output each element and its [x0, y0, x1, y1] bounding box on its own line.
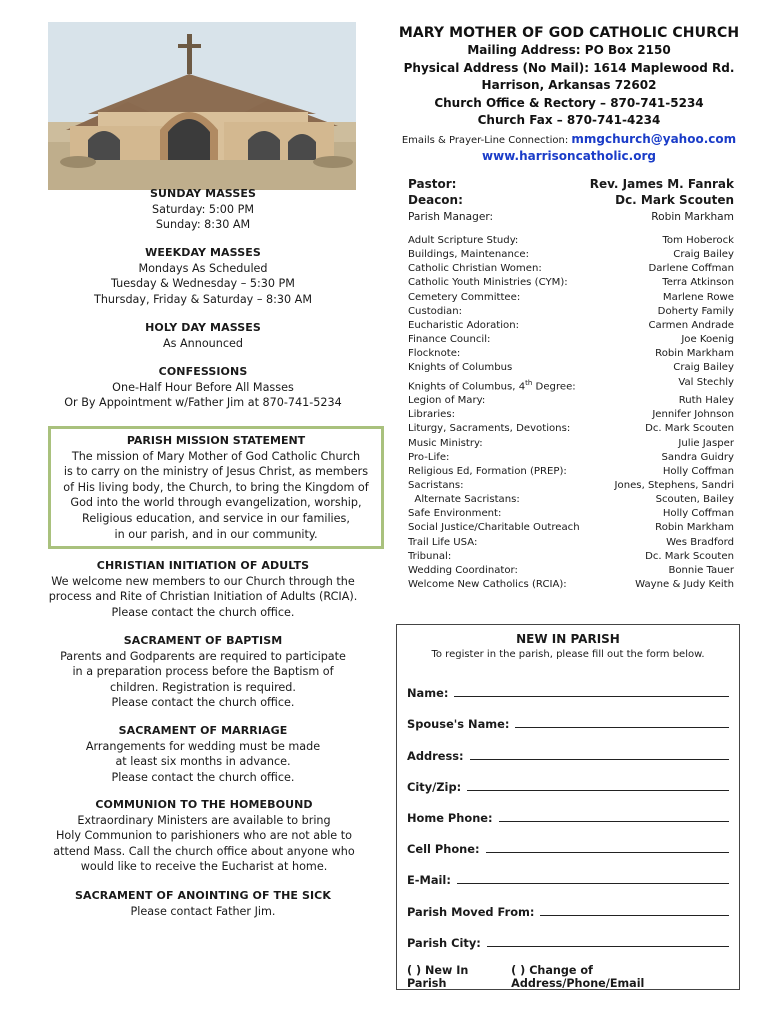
- ministry-contact: Craig Bailey: [673, 362, 734, 374]
- ministry-contact: Robin Markham: [655, 522, 734, 534]
- blank-line[interactable]: [515, 727, 729, 728]
- ministry-role: Cemetery Committee:: [408, 291, 521, 303]
- mission-statement-box: [48, 426, 384, 549]
- emails-label: Emails & Prayer-Line Connection:: [401, 134, 572, 146]
- ministry-contact: Dc. Mark Scouten: [645, 550, 734, 562]
- city-state-zip: Harrison, Arkansas 72602: [481, 78, 657, 93]
- ministry-contact: Tom Hoberock: [662, 235, 734, 246]
- confessions: [48, 364, 358, 411]
- homebound-line: attend Mass. Call the church office about anyone who: [53, 844, 355, 858]
- ministry-contact: Julie Jasper: [678, 437, 734, 449]
- marriage-section: [48, 723, 358, 785]
- field-label: Spouse's Name:: [407, 717, 510, 732]
- blank-line[interactable]: [457, 883, 729, 884]
- website-link[interactable]: www.harrisoncatholic.org: [482, 148, 656, 163]
- baptism-section: [48, 633, 358, 711]
- baptism-line: Please contact the church office.: [111, 696, 295, 710]
- church-photo: [48, 22, 356, 190]
- deacon-row: [408, 192, 734, 208]
- homebound-title: COMMUNION TO THE HOMEBOUND: [95, 798, 313, 811]
- weekday-masses-line: Mondays As Scheduled: [138, 261, 268, 275]
- ministry-contact: Jennifer Johnson: [652, 409, 734, 421]
- ministry-role: Eucharistic Adoration:: [408, 319, 520, 331]
- blank-line[interactable]: [467, 790, 729, 791]
- field-label: Name:: [407, 686, 449, 701]
- new-in-parish-form: [396, 624, 740, 990]
- ministry-row: [408, 305, 734, 319]
- blank-line[interactable]: [499, 821, 729, 822]
- mission-line: of His living body, the Church, to bring the Kingdom of: [63, 480, 369, 494]
- ministry-contact: Wayne & Judy Keith: [635, 579, 734, 591]
- ministry-row: [408, 493, 734, 507]
- fax-number: Church Fax – 870-741-4234: [477, 113, 661, 128]
- parish-city-field[interactable]: [407, 919, 729, 950]
- field-label: E-Mail:: [407, 873, 451, 888]
- ministry-row: [408, 578, 734, 592]
- anointing-section: [48, 888, 358, 919]
- blank-line[interactable]: [454, 696, 729, 697]
- clergy-list: [408, 176, 734, 225]
- ministry-row: [408, 521, 734, 535]
- ministry-contact: Bonnie Tauer: [668, 564, 734, 576]
- baptism-title: SACRAMENT OF BAPTISM: [123, 634, 283, 647]
- ministry-contact: Darlene Coffman: [648, 263, 734, 275]
- change-of-address-checkbox[interactable]: ( ) Change of Address/Phone/Email: [511, 963, 645, 990]
- baptism-line: in a preparation process before the Baptism of: [72, 665, 334, 679]
- sunday-masses-title: SUNDAY MASSES: [150, 187, 256, 200]
- ministry-list: [408, 234, 734, 592]
- confessions-title: CONFESSIONS: [158, 365, 248, 378]
- homebound-line: Extraordinary Ministers are available to bring: [77, 813, 331, 827]
- ministry-role: Custodian:: [408, 305, 463, 317]
- sunday-masses-line: Saturday: 5:00 PM: [151, 202, 254, 216]
- mission-line: The mission of Mary Mother of God Catholic Church: [71, 449, 361, 463]
- ministry-contact: Dc. Mark Scouten: [645, 423, 734, 435]
- ministry-role-text: Degree:: [532, 380, 576, 392]
- ministry-row: [408, 291, 734, 305]
- ministry-role: Flocknote:: [408, 348, 461, 360]
- contact-line: [388, 131, 750, 149]
- ministry-contact: Robin Markham: [655, 348, 734, 360]
- ministry-row: [408, 248, 734, 262]
- ministry-role: Catholic Youth Ministries (CYM):: [408, 277, 568, 289]
- ministry-role: Libraries:: [408, 409, 455, 421]
- ministry-contact: Marlene Rowe: [662, 291, 734, 303]
- homebound-section: [46, 797, 362, 875]
- marriage-line: Arrangements for wedding must be made: [85, 739, 321, 753]
- ministry-contact: Scouten, Bailey: [655, 494, 734, 506]
- manager-row: [408, 209, 734, 225]
- ministry-role: Knights of Columbus: [408, 362, 513, 374]
- ministry-row: [408, 451, 734, 465]
- city-zip-field[interactable]: [407, 763, 729, 794]
- marriage-title: SACRAMENT OF MARRIAGE: [118, 724, 288, 737]
- blank-line[interactable]: [487, 946, 729, 947]
- ministry-role: Pro-Life:: [408, 451, 450, 463]
- blank-line[interactable]: [470, 759, 729, 760]
- ministry-role: Adult Scripture Study:: [408, 235, 519, 246]
- ministry-role: Wedding Coordinator:: [408, 564, 518, 576]
- marriage-line: at least six months in advance.: [115, 755, 291, 769]
- ministry-role: Safe Environment:: [408, 508, 502, 520]
- cell-phone-field[interactable]: [407, 825, 729, 856]
- ministry-role: [408, 376, 576, 395]
- ministry-row: [408, 319, 734, 333]
- weekday-masses-line: Tuesday & Wednesday – 5:30 PM: [111, 277, 295, 291]
- field-label: Parish City:: [407, 935, 481, 950]
- ministry-role: Music Ministry:: [408, 437, 483, 449]
- ministry-role: Welcome New Catholics (RCIA):: [408, 579, 567, 591]
- holy-day-title: HOLY DAY MASSES: [145, 321, 261, 334]
- ministry-contact: Doherty Family: [657, 305, 734, 317]
- rcia-line: Please contact the church office.: [111, 605, 295, 619]
- ministry-row: [408, 465, 734, 479]
- ministry-contact: Craig Bailey: [673, 249, 734, 261]
- ministry-contact: Ruth Haley: [678, 395, 734, 407]
- mission-line: is to carry on the ministry of Jesus Christ, as members: [63, 465, 369, 479]
- home-phone-field[interactable]: [407, 794, 729, 825]
- rcia-title: CHRISTIAN INITIATION OF ADULTS: [96, 559, 310, 572]
- new-in-parish-checkbox[interactable]: ( ) New In Parish: [407, 963, 469, 990]
- anointing-line: Please contact Father Jim.: [130, 904, 276, 918]
- blank-line[interactable]: [486, 852, 729, 853]
- rcia-line: process and Rite of Christian Initiation of Adults (RCIA).: [48, 590, 358, 604]
- mailing-address: Mailing Address: PO Box 2150: [467, 43, 671, 57]
- ministry-row: [408, 333, 734, 347]
- ministry-contact: Carmen Andrade: [648, 319, 734, 331]
- field-label: Home Phone:: [407, 810, 493, 825]
- ministry-role: Sacristans:: [408, 480, 464, 492]
- ministry-role: Religious Ed, Formation (PREP):: [408, 465, 567, 477]
- ministry-role: Alternate Sacristans:: [408, 494, 520, 506]
- deacon-label: Deacon:: [408, 193, 463, 207]
- church-building-illustration: [48, 22, 356, 190]
- ministry-row: [408, 507, 734, 521]
- confessions-line: One-Half Hour Before All Masses: [112, 380, 294, 394]
- ministry-contact: Joe Koenig: [681, 334, 734, 346]
- parish-moved-from-field[interactable]: [407, 887, 729, 918]
- pastor-label: Pastor:: [408, 177, 457, 191]
- form-choices: [407, 964, 729, 990]
- name-field[interactable]: [407, 669, 729, 700]
- church-name: MARY MOTHER OF GOD CATHOLIC CHURCH: [398, 25, 740, 41]
- ministry-contact: Val Stechly: [678, 376, 734, 388]
- form-title: NEW IN PARISH: [516, 632, 620, 646]
- ministry-row: [408, 376, 734, 395]
- ministry-role-text: Knights of Columbus, 4: [408, 380, 526, 392]
- field-label: Address:: [407, 748, 464, 763]
- ministry-row: [408, 347, 734, 361]
- ministry-role: Social Justice/Charitable Outreach: [408, 522, 580, 534]
- rcia-line: We welcome new members to our Church through the: [51, 574, 355, 588]
- ministry-contact: Wes Bradford: [666, 536, 734, 548]
- manager-label: Parish Manager:: [408, 211, 494, 223]
- ministry-row: [408, 262, 734, 276]
- mission-title: PARISH MISSION STATEMENT: [126, 434, 306, 447]
- sunday-masses: [48, 186, 358, 233]
- spouse-name-field[interactable]: [407, 700, 729, 731]
- holy-day-masses: [48, 320, 358, 351]
- ordinal-suffix: th: [525, 378, 533, 387]
- ministry-role: Legion of Mary:: [408, 395, 486, 407]
- ministry-row: [408, 437, 734, 451]
- weekday-masses-line: Thursday, Friday & Saturday – 8:30 AM: [94, 292, 312, 306]
- baptism-line: Parents and Godparents are required to participate: [60, 649, 346, 663]
- ministry-row: [408, 394, 734, 408]
- weekday-masses: [48, 245, 358, 307]
- office-phone: Church Office & Rectory – 870-741-5234: [434, 95, 704, 110]
- ministry-contact: Terra Atkinson: [662, 277, 734, 289]
- mission-line: in our parish, and in our community.: [114, 527, 318, 541]
- marriage-line: Please contact the church office.: [111, 770, 295, 784]
- manager-name: Robin Markham: [651, 211, 734, 223]
- ministry-contact: Holly Coffman: [662, 508, 734, 520]
- ministry-role: Finance Council:: [408, 334, 491, 346]
- weekday-masses-title: WEEKDAY MASSES: [145, 246, 261, 259]
- deacon-name: Dc. Mark Scouten: [615, 193, 734, 207]
- anointing-title: SACRAMENT OF ANOINTING OF THE SICK: [75, 889, 331, 902]
- mission-line: God into the world through evangelization, worship,: [70, 496, 362, 510]
- ministry-row: [408, 564, 734, 578]
- ministry-row: [408, 536, 734, 550]
- ministry-contact: Holly Coffman: [662, 465, 734, 477]
- ministry-row: [408, 361, 734, 375]
- blank-line[interactable]: [540, 915, 729, 916]
- email-field[interactable]: [407, 856, 729, 887]
- church-header: [388, 24, 750, 164]
- pastor-name: Rev. James M. Fanrak: [589, 177, 734, 191]
- holy-day-line: As Announced: [162, 336, 244, 350]
- ministry-row: [408, 408, 734, 422]
- field-label: City/Zip:: [407, 779, 462, 794]
- baptism-line: children. Registration is required.: [110, 680, 296, 694]
- field-label: Cell Phone:: [407, 842, 480, 857]
- ministry-row: [408, 422, 734, 436]
- physical-address: Physical Address (No Mail): 1614 Maplewood Rd.: [403, 60, 735, 75]
- homebound-line: Holy Communion to parishioners who are not able to: [56, 829, 352, 843]
- form-intro: To register in the parish, please fill out the form below.: [431, 649, 705, 660]
- ministry-row: [408, 550, 734, 564]
- ministry-row: [408, 234, 734, 248]
- ministry-role: Trail Life USA:: [408, 536, 478, 548]
- ministry-role: Liturgy, Sacraments, Devotions:: [408, 423, 571, 435]
- ministry-role: Catholic Christian Women:: [408, 263, 542, 275]
- confessions-line: Or By Appointment w/Father Jim at 870-741-5234: [64, 396, 342, 410]
- ministry-row: [408, 276, 734, 290]
- sunday-masses-line: Sunday: 8:30 AM: [155, 218, 251, 232]
- email-link[interactable]: mmgchurch@yahoo.com: [571, 131, 737, 146]
- mission-line: Religious education, and service in our families,: [82, 511, 350, 525]
- homebound-line: would like to receive the Eucharist at home.: [80, 860, 328, 874]
- address-field[interactable]: [407, 731, 729, 762]
- ministry-contact: Jones, Stephens, Sandri: [614, 480, 734, 492]
- pastor-row: [408, 176, 734, 192]
- rcia-section: [44, 558, 362, 620]
- ministry-role: Tribunal:: [408, 550, 452, 562]
- field-label: Parish Moved From:: [407, 904, 535, 919]
- ministry-row: [408, 479, 734, 493]
- ministry-role: Buildings, Maintenance:: [408, 249, 530, 261]
- ministry-contact: Sandra Guidry: [661, 451, 734, 463]
